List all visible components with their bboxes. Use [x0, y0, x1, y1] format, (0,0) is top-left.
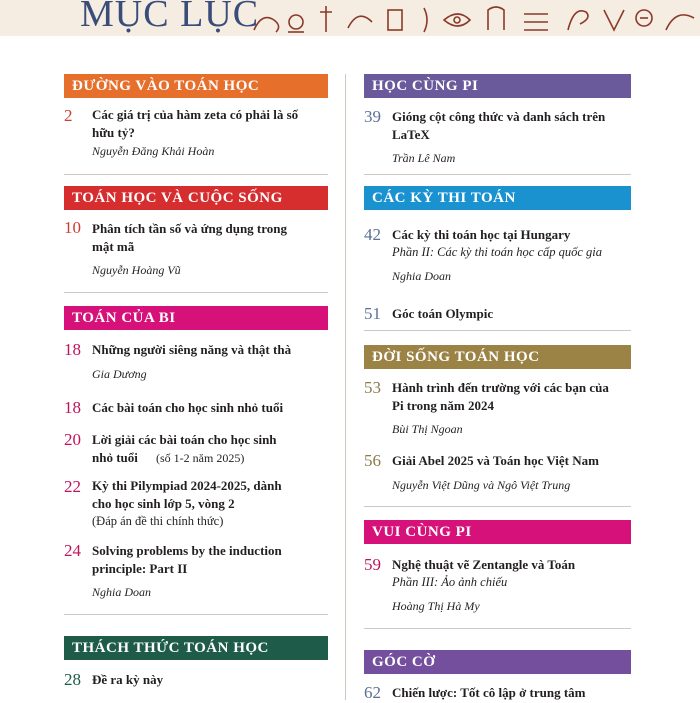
page-number: 22: [64, 477, 81, 496]
section-separator: [64, 614, 328, 615]
section-separator: [364, 174, 631, 175]
entry-title: Gióng cột công thức và danh sách trên: [392, 109, 606, 124]
entry-author: Nghia Doan: [392, 269, 452, 283]
section-separator: [364, 628, 631, 629]
entry-title: Giải Abel 2025 và Toán học Việt Nam: [392, 453, 599, 468]
section-separator: [64, 174, 328, 175]
entry-note: (số 1-2 năm 2025): [156, 451, 245, 465]
entry-title: Kỳ thi Pilympiad 2024-2025, dành: [92, 478, 282, 493]
page-number: 53: [364, 378, 381, 397]
entry-title: Phân tích tần số và ứng dụng trong: [92, 221, 288, 236]
entry-title: Solving problems by the induction: [92, 543, 282, 558]
page-number: 59: [364, 555, 381, 574]
page-number: 10: [64, 218, 81, 237]
entry-title: Hành trình đến trường với các bạn của: [392, 380, 609, 395]
page-number: 42: [364, 225, 381, 244]
page-number: 56: [364, 451, 381, 470]
entry-title-cont: mật mã: [92, 239, 135, 254]
column-divider: [345, 74, 346, 700]
entry-title: Nghệ thuật vẽ Zentangle và Toán: [392, 557, 576, 572]
page-number: 51: [364, 304, 381, 323]
entry-author: Nguyễn Hoàng Vũ: [92, 263, 181, 277]
page-number: 20: [64, 430, 81, 449]
section-separator: [64, 292, 328, 293]
entry-title: Đề ra kỳ này: [92, 672, 164, 687]
entry-title: Lời giải các bài toán cho học sinh: [92, 432, 277, 447]
section-header-goc-co: GÓC CỜ: [364, 650, 631, 674]
entry-title: Góc toán Olympic: [392, 306, 494, 321]
page-header: [0, 0, 700, 36]
entry-author: Gia Dương: [92, 367, 147, 381]
entry-title-cont: hữu tỷ?: [92, 125, 135, 140]
entry-subtitle: Phần II: Các kỳ thi toán học cấp quốc gia: [392, 245, 603, 259]
entry-author: Trần Lê Nam: [392, 151, 456, 165]
entry-author: Hoàng Thị Hà My: [392, 599, 480, 613]
page-number: 39: [364, 107, 381, 126]
entry-title-cont: Pi trong năm 2024: [392, 398, 494, 413]
entry-author: Nguyễn Đăng Khải Hoàn: [92, 144, 215, 158]
section-header-duong-vao-toan-hoc: ĐƯỜNG VÀO TOÁN HỌC: [64, 74, 328, 98]
entry-title-cont: LaTeX: [392, 127, 430, 142]
entry-title: Các giá trị của hàm zeta có phải là số: [92, 107, 299, 122]
page-number: 18: [64, 398, 81, 417]
entry-author: Bùi Thị Ngoan: [392, 422, 463, 436]
entry-title: Chiến lược: Tốt cô lập ở trung tâm: [392, 685, 586, 700]
section-header-vui-cung-pi: VUI CÙNG PI: [364, 520, 631, 544]
section-header-thach-thuc-toan-hoc: THÁCH THỨC TOÁN HỌC: [64, 636, 328, 660]
entry-subtitle: Phần III: Ảo ảnh chiếu: [392, 575, 508, 589]
hieroglyph-decoration: [248, 0, 700, 36]
page-number: 28: [64, 670, 81, 689]
page-number: 24: [64, 541, 81, 560]
section-header-hoc-cung-pi: HỌC CÙNG PI: [364, 74, 631, 98]
entry-title-cont: nhỏ tuổi: [92, 450, 138, 465]
page-number: 62: [364, 683, 381, 702]
section-separator: [364, 330, 631, 331]
page-number: 18: [64, 340, 81, 359]
section-header-doi-song-toan-hoc: ĐỜI SỐNG TOÁN HỌC: [364, 345, 631, 369]
entry-title: Những người siêng năng và thật thà: [92, 342, 292, 357]
page-number: 2: [64, 106, 73, 125]
entry-note: (Đáp án đề thi chính thức): [92, 514, 224, 528]
entry-title: Các bài toán cho học sinh nhỏ tuổi: [92, 400, 284, 415]
entry-title-cont: principle: Part II: [92, 561, 188, 576]
section-header-toan-cua-bi: TOÁN CỦA BI: [64, 306, 328, 330]
section-header-cac-ky-thi-toan: CÁC KỲ THI TOÁN: [364, 186, 631, 210]
entry-title-cont: cho học sinh lớp 5, vòng 2: [92, 496, 235, 511]
section-separator: [364, 506, 631, 507]
page-title: MỤC LỤC: [80, 0, 260, 35]
entry-author: Nguyễn Việt Dũng và Ngô Việt Trung: [392, 478, 571, 492]
entry-title: Các kỳ thi toán học tại Hungary: [392, 227, 571, 242]
entry-author: Nghia Doan: [92, 585, 152, 599]
section-header-toan-hoc-va-cuoc-song: TOÁN HỌC VÀ CUỘC SỐNG: [64, 186, 328, 210]
